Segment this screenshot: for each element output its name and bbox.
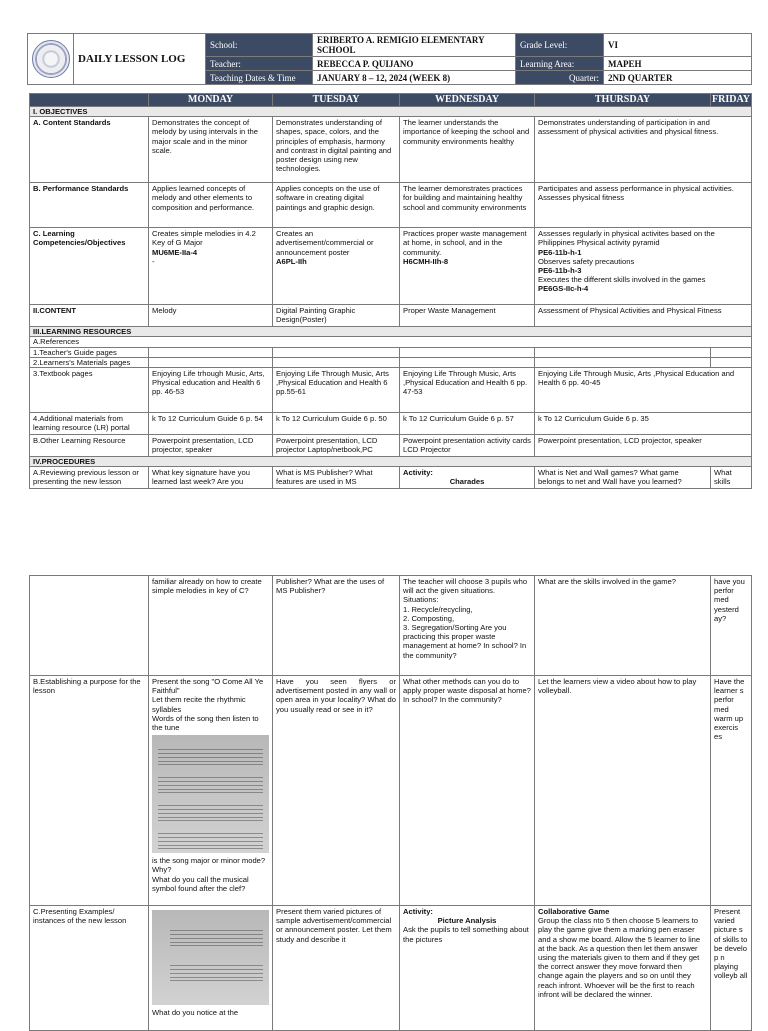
row-label: C.Presenting Examples/ instances of the new lesson	[30, 906, 149, 1031]
text-line: Executes the different skills involved in the games	[538, 275, 706, 285]
cell-tue: Present them varied pictures of sample advertisement/commercial or announcement poster. Let them study and describe it	[273, 906, 400, 1031]
cell-wed: Enjoying Life Through Music, Arts ,Physical Education and Health 6 pp. 47-53	[400, 368, 535, 413]
text-line: Present the song "O Come All Ye Faithful"	[152, 677, 264, 696]
row-label: 1.Teacher's Guide pages	[30, 347, 149, 357]
cell-tue	[273, 347, 400, 357]
activity-title: Activity:	[403, 468, 433, 478]
cell-tue: What is MS Publisher? What features are used in MS	[273, 467, 400, 489]
list-item: 3. Segregation/Sorting Are you practicing this proper waste management at home? In school? In the community?	[403, 623, 527, 660]
grade-label: Grade Level:	[516, 34, 604, 57]
cell-tue: Digital Painting Graphic Design(Poster)	[273, 305, 400, 327]
area-value: MAPEH	[604, 57, 752, 71]
cell-wed	[400, 357, 535, 367]
teacher-value: REBECCA P. QUIJANO	[313, 57, 516, 71]
day-friday: FRIDAY	[712, 94, 750, 106]
cell-mon	[149, 347, 273, 357]
cell-mon: Applies learned concepts of melody and other elements to composition and performance.	[149, 183, 273, 228]
text-line: -	[152, 256, 155, 266]
blank-header	[30, 94, 149, 107]
area-label: Learning Area:	[516, 57, 604, 71]
cell-thu: Demonstrates understanding of participation in and assessment of physical activities and physical fitness.	[535, 117, 752, 183]
lesson-grid-page1	[29, 93, 752, 489]
quarter-value: 2ND QUARTER	[604, 71, 752, 85]
header-table	[27, 33, 752, 85]
text-line: Assesses physical fitness	[538, 193, 625, 203]
dates-label: Teaching Dates & Time	[206, 71, 313, 85]
cell-fri: Have the learner s perfor med warm up exercis es	[711, 676, 752, 906]
activity-title: Activity:	[403, 907, 433, 916]
row-label: 2.Learners's Materials pages	[30, 357, 149, 367]
text-line: Words of the song then listen to the tune	[152, 713, 259, 733]
cell-mon	[149, 228, 273, 305]
cell-wed: k To 12 Curriculum Guide 6 p. 57	[400, 413, 535, 435]
cell-thu: Assessment of Physical Activities and Physical Fitness	[535, 305, 752, 327]
cell-thu: Enjoying Life Through Music, Arts ,Physical Education and Health 6 pp. 40-45	[535, 368, 752, 413]
cell-wed	[400, 228, 535, 305]
cell-fri: What skills	[711, 467, 752, 489]
cell-wed: The learner understands the importance of keeping the school and community environments healthy	[400, 117, 535, 183]
day-tuesday: TUESDAY	[273, 94, 400, 107]
text-line: Creates simple melodies in 4.2 Key of G Major	[152, 229, 256, 248]
activity-name: Charades	[449, 477, 485, 487]
cell-mon: familiar already on how to create simple melodies in key of C?	[149, 576, 273, 676]
cell-wed: Powerpoint presentation activity cards LCD Projector	[400, 435, 535, 457]
cell-thu	[535, 183, 752, 228]
cell-fri	[711, 347, 752, 357]
cell-fri: Present varied picture s of skills to be develo p n playing volleyb all	[711, 906, 752, 1031]
text-line: Let them recite the rhythmic syllables	[152, 695, 246, 714]
activity-name: Picture Analysis	[437, 916, 497, 926]
cell-tue: Enjoying Life Through Music, Arts ,Physical Education and Health 6 pp.55-61	[273, 368, 400, 413]
section-procedures: IV.PROCEDURES	[30, 457, 752, 467]
text-line: Assesses regularly in physical activites based on the Philippines Physical activity pyramid	[538, 229, 715, 248]
section-objectives: I. OBJECTIVES	[30, 107, 752, 117]
cell-thu: Let the learners view a video about how to play volleyball.	[535, 676, 711, 906]
cell-wed	[400, 906, 535, 1031]
text-line: Participates and assess performance in physical activities.	[538, 184, 734, 194]
cell-wed: The learner demonstrates practices for building and maintaining healthy school and community environments	[400, 183, 535, 228]
cell-mon: What key signature have you learned last week? Are you	[149, 467, 273, 489]
cell-thu: k To 12 Curriculum Guide 6 p. 35	[535, 413, 752, 435]
text-line: Group the class nto 5 then choose 5 learners to play the game give them a marking pen eraser and a show me board. Allow the 5 learner to line at the back. As a question then let them answer using the materials given to them and if they get the correct answer they move forward then change again the players and so on until they reach infront. Whoever will be the first to reach infront will be declared the winner.	[538, 916, 701, 999]
cell-thu	[535, 906, 711, 1031]
cell-fri	[711, 357, 752, 367]
deped-seal-logo	[28, 34, 74, 85]
competency-code: PE6-11b-h-1	[538, 247, 582, 257]
cell-tue: k To 12 Curriculum Guide 6 p. 50	[273, 413, 400, 435]
section-resources: III.LEARNING RESOURCES	[30, 327, 752, 337]
cell-wed	[400, 467, 535, 489]
day-monday: MONDAY	[149, 94, 273, 107]
cell-tue: Demonstrates understanding of shapes, space, colors, and the principles of emphasis, harmony and contrast in digital painting and poster design using new technologies.	[273, 117, 400, 183]
cell-mon	[149, 906, 273, 1031]
row-label: 3.Textbook pages	[30, 368, 149, 413]
cell-mon: Demonstrates the concept of melody by using intervals in the major scale and in the minor scale.	[149, 117, 273, 183]
text-line: is the song major or minor mode? Why?	[152, 856, 266, 875]
seal-icon	[32, 40, 70, 78]
music-example-image	[152, 910, 269, 1005]
day-wednesday: WEDNESDAY	[400, 94, 535, 107]
row-label	[30, 576, 149, 676]
cell-thu	[535, 347, 711, 357]
cell-tue: Powerpoint presentation, LCD projector Laptop/netbook,PC	[273, 435, 400, 457]
cell-tue	[273, 357, 400, 367]
lesson-grid-page2	[29, 575, 752, 1031]
row-label: B.Other Learning Resource	[30, 435, 149, 457]
row-references: A.References	[30, 337, 752, 347]
row-label: 4.Additional materials from learning resource (LR) portal	[30, 413, 149, 435]
list-item: 2. Composting,	[403, 613, 455, 623]
school-value: ERIBERTO A. REMIGIO ELEMENTARY SCHOOL	[313, 34, 516, 57]
cell-wed: What other methods can you do to apply proper waste disposal at home? In school? In the community?	[400, 676, 535, 906]
row-label: B.Establishing a purpose for the lesson	[30, 676, 149, 906]
cell-mon: Powerpoint presentation, LCD projector, speaker	[149, 435, 273, 457]
cell-thu: What is Net and Wall games? What game belongs to net and Wall have you learned?	[535, 467, 711, 489]
row-label: A. Content Standards	[30, 117, 149, 183]
row-label: II.CONTENT	[30, 305, 149, 327]
competency-code: PE6-11b-h-3	[538, 266, 582, 276]
text-line: Creates an advertisement/commercial or announcement poster	[276, 229, 374, 257]
cell-mon: k To 12 Curriculum Guide 6 p. 54	[149, 413, 273, 435]
cell-thu	[535, 357, 711, 367]
text-line: Practices proper waste management at home, in school, and in the community.	[403, 229, 527, 257]
cell-tue: Applies concepts on the use of software in creating digital paintings and graphic design.	[273, 183, 400, 228]
competency-code: A6PL-IIh	[276, 256, 307, 266]
text-line: The teacher will choose 3 pupils who will act the given situations. Situations:	[403, 577, 528, 605]
cell-thu: Powerpoint presentation, LCD projector, speaker	[535, 435, 752, 457]
cell-tue	[273, 228, 400, 305]
cell-mon: Enjoying Life trhough Music, Arts, Physical education and Health 6 pp. 46-53	[149, 368, 273, 413]
list-item: 1. Recycle/recycling,	[403, 604, 473, 614]
text-line: What do you call the musical symbol found after the clef?	[152, 874, 249, 893]
sheet-music-image	[152, 735, 269, 853]
grade-value: VI	[604, 34, 752, 57]
cell-mon: Melody	[149, 305, 273, 327]
cell-wed	[400, 347, 535, 357]
cell-mon	[149, 676, 273, 906]
competency-code: MU6ME-IIa-4	[152, 247, 198, 257]
cell-mon	[149, 357, 273, 367]
game-title: Collaborative Game	[538, 907, 610, 916]
text-line: Ask the pupils to tell something about the pictures	[403, 925, 529, 944]
row-label: C. Learning Competencies/Objectives	[30, 228, 149, 305]
dates-value: JANUARY 8 – 12, 2024 (WEEK 8)	[313, 71, 516, 85]
cell-tue: Have you seen flyers or advertisement posted in any wall or open area in your locality? What do you usually read or see in it?	[273, 676, 400, 906]
text-line: What do you notice at the	[152, 1008, 239, 1017]
text-line: Observes safety precautions	[538, 256, 635, 266]
row-label: A.Reviewing previous lesson or presenting the new lesson	[30, 467, 149, 489]
competency-code: PE6GS-IIc-h-4	[538, 284, 589, 294]
doc-title: DAILY LESSON LOG	[74, 34, 206, 85]
quarter-label: Quarter:	[516, 71, 604, 85]
cell-wed: Proper Waste Management	[400, 305, 535, 327]
day-thursday: THURSDAY	[535, 94, 711, 107]
cell-wed	[400, 576, 535, 676]
cell-thu: What are the skills involved in the game?	[535, 576, 711, 676]
cell-tue: Publisher? What are the uses of MS Publisher?	[273, 576, 400, 676]
school-label: School:	[206, 34, 313, 57]
teacher-label: Teacher:	[206, 57, 313, 71]
competency-code: H6CMH-IIh-8	[403, 256, 449, 266]
cell-fri: have you perfor med yesterd ay?	[711, 576, 752, 676]
cell-thu	[535, 228, 752, 305]
row-label: B. Performance Standards	[30, 183, 149, 228]
